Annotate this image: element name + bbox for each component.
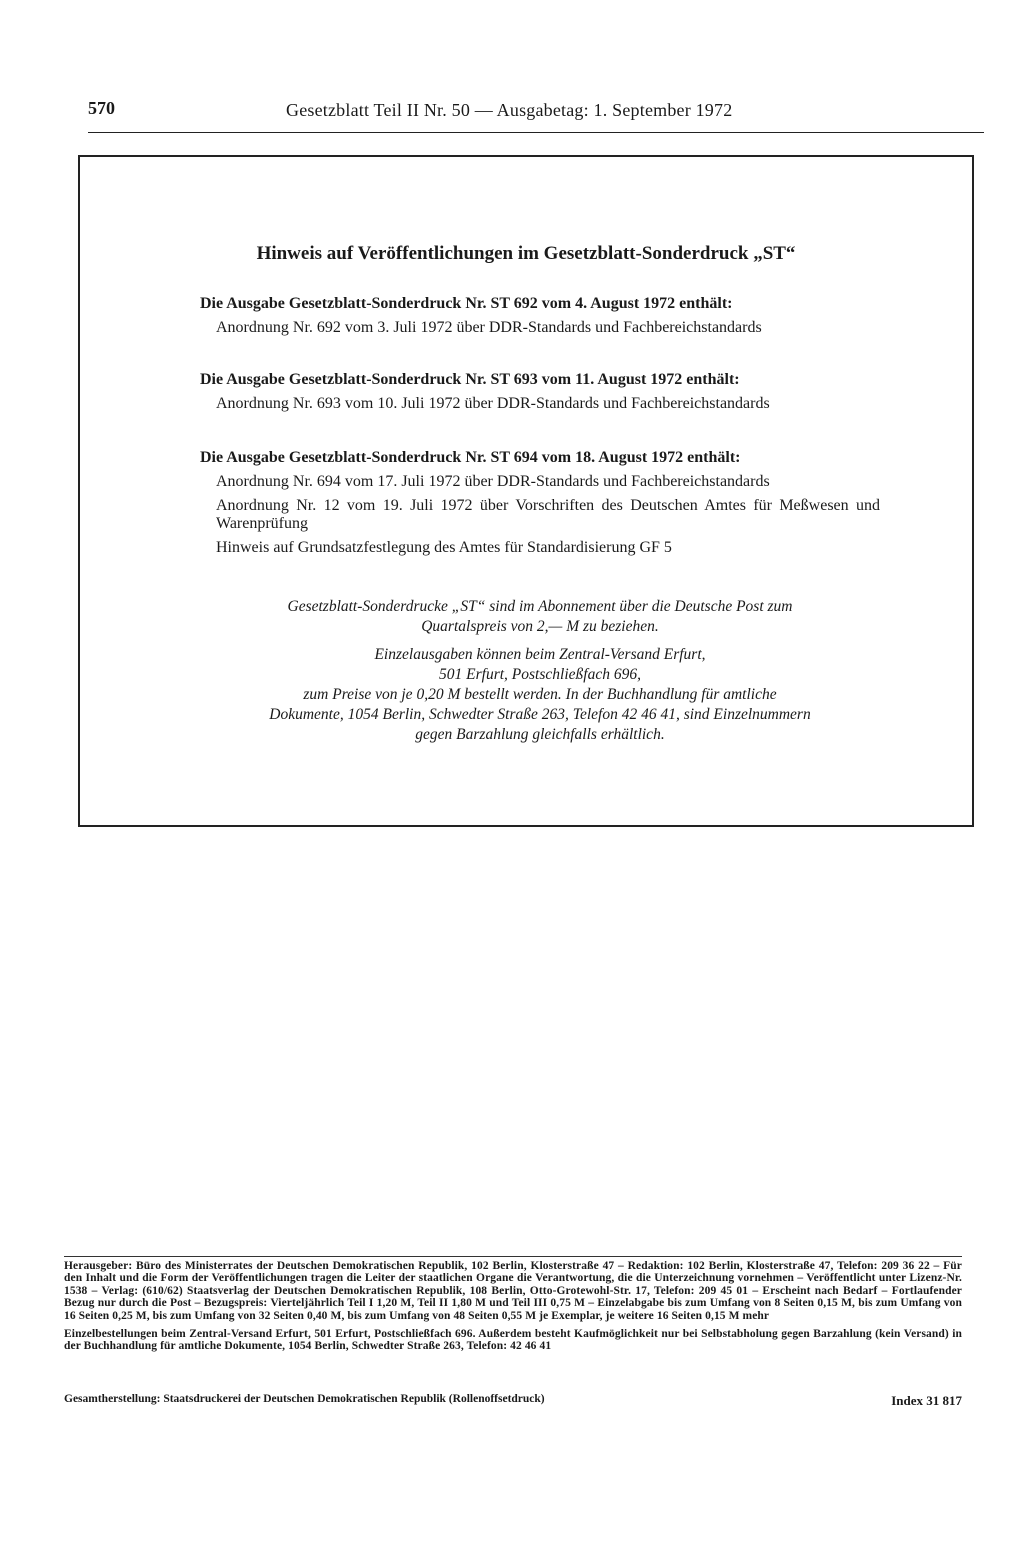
running-title: Gesetzblatt Teil II Nr. 50 — Ausgabetag: 1. September 1972 [286,100,733,120]
order-info: Einzelbestellungen beim Zentral-Versand Erfurt, 501 Erfurt, Postschließfach 696. Außerdem besteht Kaufmöglichkeit nur bei Selbstabholung gegen Barzahlung (kein Versand) in der Buchhandlung für amtliche Dokumente, 1054 Berlin, Schwedter Straße 263, Telefon: 42 46 41 [64,1328,962,1353]
imprint-footer [64,1256,962,1359]
subscription-text: Gesetzblatt-Sonderdrucke „ST“ sind im Abonnement über die Deutsche Post zum Quartalspreis von 2,— M zu beziehen. [287,598,793,635]
page-number: 570 [88,98,115,118]
issue-item: Hinweis auf Grundsatzfestlegung des Amtes für Standardisierung GF 5 [216,539,672,556]
issue-item: Anordnung Nr. 12 vom 19. Juli 1972 über Vorschriften des Deutschen Amtes für Meßwesen und Warenprüfung [216,497,880,532]
page-header [88,92,984,130]
single-copy-text: Einzelausgaben können beim Zentral-Versand Erfurt, 501 Erfurt, Postschließfach 696, zum Preise von je 0,20 M bestellt werden. In der Buchhandlung für amtliche Dokumente, 1054 Berlin, Schwedter Straße 263, Telefon 42 46 41, sind Einzelnummern gegen Barzahlung gleichfalls erhältlich. [269,646,811,743]
publisher-info: Herausgeber: Büro des Ministerrates der Deutschen Demokratischen Republik, 102 Berlin, Klosterstraße 47 – Redaktion: 102 Berlin, Klosterstraße 47, Telefon: 209 36 22 – Für den Inhalt und die Form der Veröffentlichungen tragen die Leiter der staatlichen Organe die Verantwortung, die die Unterzeichnung vornehmen – Veröffentlicht unter Lizenz-Nr. 1538 – Verlag: (610/62) Staatsverlag der Deutschen Demokratischen Republik, 108 Berlin, Otto-Grotewohl-Str. 17, Telefon: 209 45 01 – Erscheint nach Bedarf – Fortlaufender Bezug nur durch die Post – Bezugspreis: Vierteljährlich Teil I 1,20 M, Teil II 1,80 M und Teil III 0,75 M – Einzelabgabe bis zum Umfang von 8 Seiten 0,15 M, bis zum Umfang von 16 Seiten 0,25 M, bis zum Umfang von 32 Seiten 0,40 M, bis zum Umfang von 48 Seiten 0,55 M je Exemplar, je weitere 16 Seiten 0,15 M mehr [64,1260,962,1322]
issue-item: Anordnung Nr. 693 vom 10. Juli 1972 über DDR-Standards und Fachbereichstandards [216,395,770,412]
printer-info: Gesamtherstellung: Staatsdruckerei der Deutschen Demokratischen Republik (Rollenoffsetdruck) [64,1393,545,1405]
notice-title: Hinweis auf Veröffentlichungen im Gesetzblatt-Sonderdruck „ST“ [256,243,796,264]
issue-heading: Die Ausgabe Gesetzblatt-Sonderdruck Nr. ST 694 vom 18. August 1972 enthält: [200,449,741,466]
issue-st-694 [200,449,880,563]
issue-item: Anordnung Nr. 694 vom 17. Juli 1972 über DDR-Standards und Fachbereichstandards [216,473,770,490]
issue-st-692 [200,295,880,343]
index-number: Index 31 817 [891,1393,962,1408]
footer-bottom [64,1393,962,1411]
issue-item: Anordnung Nr. 692 vom 3. Juli 1972 über DDR-Standards und Fachbereichstandards [216,319,762,336]
issue-heading: Die Ausgabe Gesetzblatt-Sonderdruck Nr. ST 693 vom 11. August 1972 enthält: [200,371,740,388]
notice-box [78,155,974,827]
issue-heading: Die Ausgabe Gesetzblatt-Sonderdruck Nr. ST 692 vom 4. August 1972 enthält: [200,295,733,312]
subscription-info [180,597,900,753]
header-rule [88,132,984,133]
footer-rule [64,1256,962,1257]
issue-st-693 [200,371,880,419]
